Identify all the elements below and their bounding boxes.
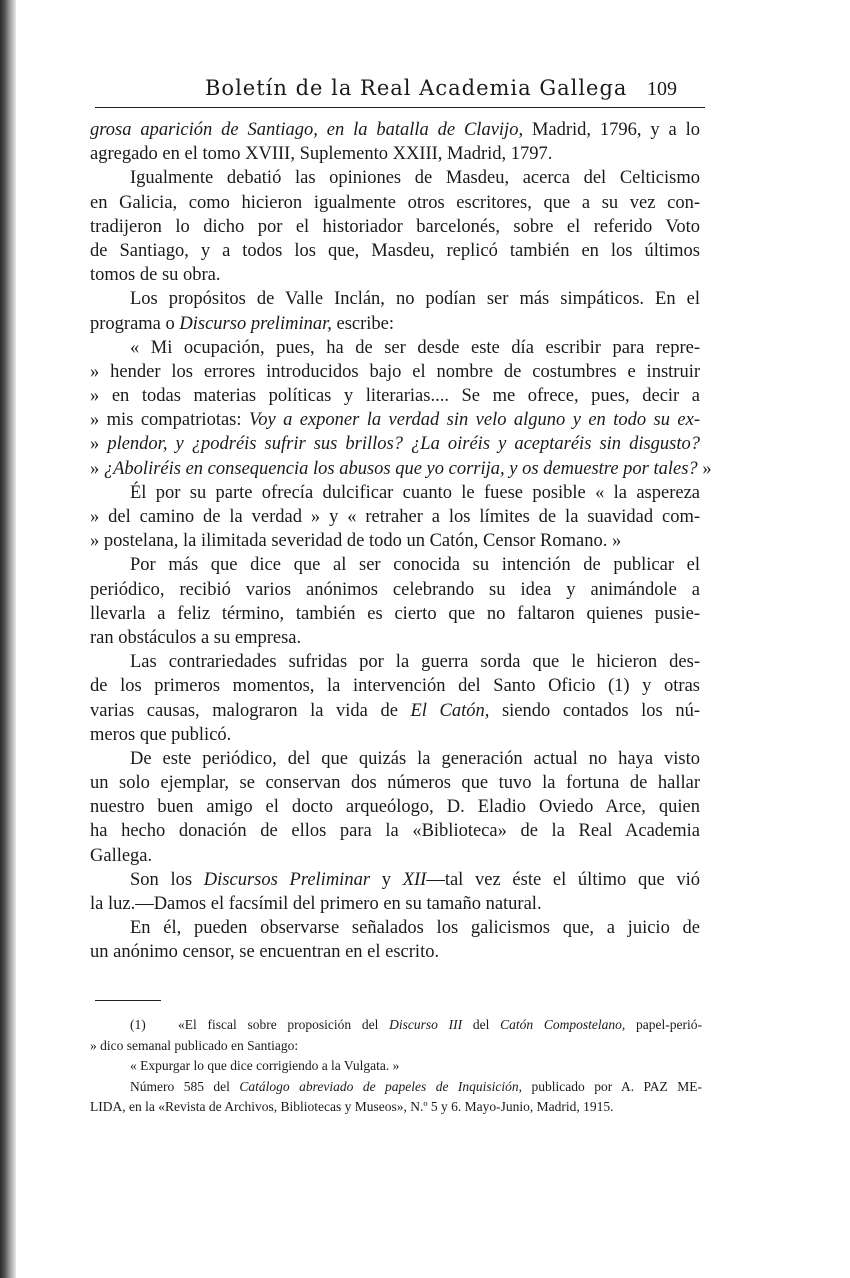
text-segment: « Mi ocupación, pues, ha de ser desde este día escribir para repre- bbox=[130, 337, 700, 358]
text-segment: » bbox=[90, 458, 104, 479]
italic-text: Discurso preliminar, bbox=[179, 313, 332, 334]
text-segment: » postelana, la ilimitada severidad de todo un Catón, Censor Romano. » bbox=[90, 531, 622, 552]
text-line bbox=[90, 940, 700, 964]
text-line bbox=[90, 795, 700, 819]
header-rule bbox=[95, 107, 705, 108]
text-line bbox=[90, 287, 700, 311]
footnotes bbox=[90, 1015, 702, 1118]
text-line bbox=[90, 457, 712, 481]
footnote-line bbox=[90, 1056, 702, 1077]
text-segment: ha hecho donación de ellos para la «Biblioteca» de la Real Academia bbox=[90, 821, 700, 842]
footnote-line bbox=[90, 1097, 702, 1118]
text-segment: » bbox=[697, 458, 712, 479]
text-segment: Son los bbox=[130, 869, 204, 890]
text-segment: agregado en el tomo XVIII, Suplemento XXIII, Madrid, 1797. bbox=[90, 144, 553, 165]
text-segment: meros que publicó. bbox=[90, 724, 232, 745]
text-line bbox=[90, 336, 700, 360]
text-segment: » en todas materias políticas y literarias.... Se me ofrece, pues, decir a bbox=[90, 386, 700, 407]
text-segment: nuestro buen amigo el docto arqueólogo, D. Eladio Oviedo Arce, quien bbox=[90, 797, 700, 818]
italic-text: grosa aparición de Santiago, en la batalla de Clavijo, bbox=[90, 120, 524, 140]
text-segment: —tal vez éste el último que vió bbox=[426, 869, 701, 890]
text-segment: (1) «El fiscal sobre proposición del bbox=[130, 1017, 390, 1032]
italic-text: Catálogo abreviado de papeles de Inquisición, bbox=[239, 1078, 523, 1094]
text-line bbox=[90, 892, 700, 916]
text-segment: llevarla a feliz término, también es cierto que no faltaron quienes pusie- bbox=[90, 603, 700, 624]
text-segment: programa o bbox=[90, 313, 180, 334]
text-segment: » bbox=[90, 434, 108, 455]
scan-binding-edge bbox=[0, 0, 16, 1278]
text-segment: varias causas, malograron la vida de bbox=[90, 700, 411, 721]
text-segment: un anónimo censor, se encuentran en el escrito. bbox=[90, 942, 440, 963]
text-line bbox=[90, 553, 700, 577]
running-header bbox=[95, 74, 705, 104]
text-line bbox=[90, 215, 700, 239]
text-line bbox=[90, 650, 700, 674]
text-line bbox=[90, 432, 700, 456]
text-segment: Las contrariedades sufridas por la guerra sorda que le hicieron des- bbox=[130, 652, 700, 673]
footnote-line bbox=[90, 1036, 702, 1057]
text-segment: LIDA, en la «Revista de Archivos, Bibliotecas y Museos», N.º 5 y 6. Mayo-Junio, Madrid, 1915. bbox=[90, 1099, 614, 1114]
text-line bbox=[90, 844, 700, 868]
text-line bbox=[90, 529, 700, 553]
italic-text: Discurso III bbox=[389, 1017, 463, 1032]
text-segment: Él por su parte ofrecía dulcificar cuanto le fuese posible « la aspereza bbox=[130, 482, 700, 503]
text-segment: En él, pueden observarse señalados los galicismos que, a juicio de bbox=[130, 918, 700, 939]
italic-text: plendor, y ¿podréis sufrir sus brillos? ¿La oiréis y aceptaréis sin disgusto? bbox=[107, 434, 701, 455]
text-line bbox=[90, 602, 700, 626]
text-segment: Gallega. bbox=[90, 845, 153, 866]
text-segment: un solo ejemplar, se conservan dos números que tuvo la fortuna de hallar bbox=[90, 773, 700, 794]
text-segment: escribe: bbox=[331, 313, 395, 334]
italic-text: Catón Compostelano, bbox=[500, 1017, 626, 1032]
text-segment: en Galicia, como hicieron igualmente otros escritores, que a su vez con- bbox=[90, 192, 700, 213]
text-segment: » dico semanal publicado en Santiago: bbox=[90, 1037, 299, 1053]
text-segment: Igualmente debatió las opiniones de Masdeu, acerca del Celticismo bbox=[130, 168, 700, 189]
text-line bbox=[90, 263, 700, 287]
text-line bbox=[90, 868, 700, 892]
text-segment: tomos de su obra. bbox=[90, 265, 221, 286]
text-segment: y bbox=[370, 869, 403, 890]
text-segment: tradijeron lo dicho por el historiador barcelonés, sobre el referido Voto bbox=[90, 216, 700, 237]
text-segment: ran obstáculos a su empresa. bbox=[90, 627, 302, 648]
text-line bbox=[90, 819, 700, 843]
text-line bbox=[90, 747, 700, 771]
italic-text: El Catón, bbox=[410, 700, 490, 721]
text-segment: Los propósitos de Valle Inclán, no podían ser más simpáticos. En el bbox=[130, 289, 700, 310]
text-line bbox=[90, 239, 700, 263]
text-segment: Madrid, 1796, y a lo bbox=[523, 120, 700, 140]
text-line bbox=[90, 674, 700, 698]
text-segment: del bbox=[462, 1017, 501, 1032]
text-segment: » hender los errores introducidos bajo el nombre de costumbres e instruir bbox=[90, 361, 700, 382]
text-line bbox=[90, 723, 700, 747]
text-segment: periódico, recibió varios anónimos celebrando su idea y animándole a bbox=[90, 579, 700, 600]
footnote-line bbox=[90, 1077, 702, 1098]
page-number: 109 bbox=[647, 78, 677, 100]
footnote-line bbox=[90, 1015, 702, 1036]
text-segment: » del camino de la verdad » y « retraher a los límites de la suavidad com- bbox=[90, 507, 700, 527]
text-line bbox=[90, 505, 700, 529]
text-segment: de Santiago, y a todos los que, Masdeu, replicó también en los últimos bbox=[90, 240, 700, 261]
text-segment: siendo contados los nú- bbox=[489, 700, 700, 721]
text-line bbox=[90, 699, 700, 723]
text-line bbox=[90, 360, 700, 384]
text-line bbox=[90, 384, 700, 408]
journal-title: Boletín de la Real Academia Gallega bbox=[205, 76, 628, 100]
text-line bbox=[90, 118, 700, 142]
text-segment: papel-perió- bbox=[625, 1017, 703, 1032]
text-line bbox=[90, 916, 700, 940]
text-segment: De este periódico, del que quizás la generación actual no haya visto bbox=[130, 748, 700, 769]
text-segment: la luz.—Damos el facsímil del primero en su tamaño natural. bbox=[90, 894, 542, 914]
body-text bbox=[90, 118, 712, 965]
text-segment: Número 585 del bbox=[130, 1078, 240, 1094]
text-segment: » mis compatriotas: bbox=[90, 410, 249, 431]
text-line bbox=[90, 408, 700, 432]
text-segment: de los primeros momentos, la intervención del Santo Oficio (1) y otras bbox=[90, 676, 700, 697]
text-segment: « Expurgar lo que dice corrigiendo a la Vulgata. » bbox=[130, 1058, 400, 1073]
text-line bbox=[90, 578, 700, 602]
text-line bbox=[90, 771, 700, 795]
text-line bbox=[90, 142, 700, 166]
text-line bbox=[90, 626, 700, 650]
italic-text: Discursos Preliminar bbox=[203, 869, 371, 890]
footnote-rule bbox=[95, 1000, 161, 1001]
italic-text: XII bbox=[402, 869, 427, 890]
italic-text: Voy a exponer la verdad sin velo alguno y en todo su ex- bbox=[248, 410, 700, 431]
italic-text: ¿Aboliréis en consequencia los abusos que yo corrija, y os demuestre por tales? bbox=[103, 458, 698, 479]
text-line bbox=[90, 481, 700, 505]
text-line bbox=[90, 191, 700, 215]
text-segment: publicado por A. PAZ ME- bbox=[522, 1078, 703, 1094]
text-line bbox=[90, 312, 700, 336]
text-line bbox=[90, 166, 700, 190]
text-segment: Por más que dice que al ser conocida su intención de publicar el bbox=[130, 555, 700, 576]
